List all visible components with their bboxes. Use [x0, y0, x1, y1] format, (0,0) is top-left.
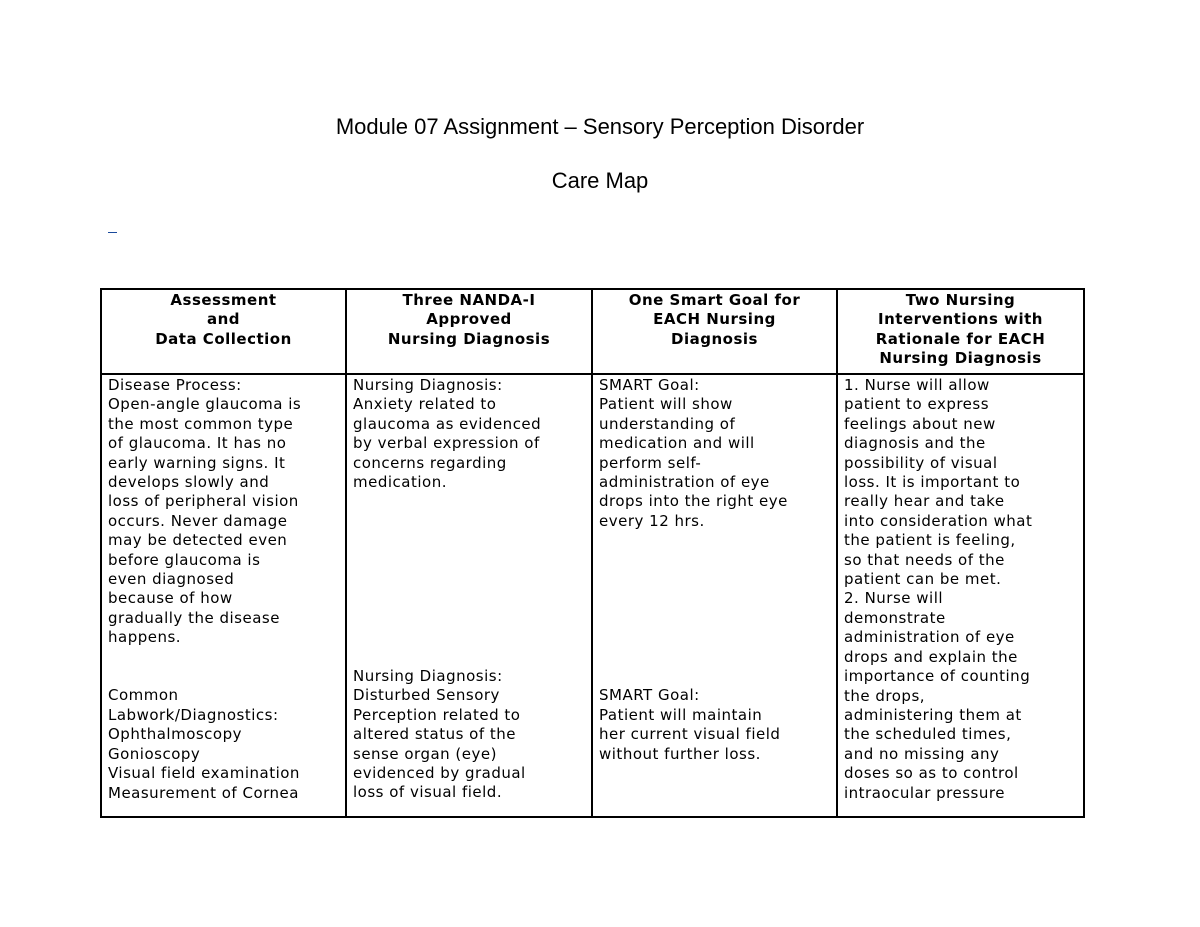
header-line: Three NANDA-I	[402, 291, 536, 309]
first-diagnosis-block	[353, 376, 585, 492]
line-gap	[108, 648, 339, 667]
text-line: understanding of	[599, 414, 736, 433]
text-line: and no missing any	[844, 744, 1000, 763]
text-line: Disease Process:	[108, 376, 242, 394]
line-gap	[599, 609, 830, 628]
text-line: the scheduled times,	[844, 725, 1012, 744]
text-line: sense organ (eye)	[353, 744, 497, 763]
text-line: Measurement of Cornea	[108, 783, 299, 802]
line-gap	[353, 531, 585, 550]
line-gap	[353, 609, 585, 628]
text-line: because of how	[108, 589, 233, 608]
text-line: her current visual field	[599, 725, 781, 744]
line-gap	[353, 589, 585, 608]
text-line: feelings about new	[844, 414, 996, 433]
text-line: loss of peripheral vision	[108, 492, 299, 511]
second-diagnosis-block	[353, 667, 585, 803]
interventions-block	[844, 376, 1077, 803]
text-line: demonstrate	[844, 608, 946, 627]
assessment-cell	[101, 374, 346, 817]
text-line: Disturbed Sensory	[353, 686, 500, 705]
text-line: Patient will maintain	[599, 705, 763, 724]
text-line: 1. Nurse will allow	[844, 376, 990, 394]
text-line: Nursing Diagnosis:	[353, 666, 503, 685]
header-line: Rationale for EACH	[875, 329, 1046, 348]
header-diagnosis	[346, 289, 592, 374]
text-line: happens.	[108, 628, 182, 647]
text-line: gradually the disease	[108, 608, 280, 627]
line-gap	[353, 570, 585, 589]
header-line: Data Collection	[155, 329, 292, 348]
line-gap	[353, 492, 585, 511]
text-line: Perception related to	[353, 705, 521, 724]
text-line: Anxiety related to	[353, 395, 497, 414]
text-line: without further loss.	[599, 744, 761, 763]
text-line: evidenced by gradual	[353, 763, 526, 782]
cursor-mark	[108, 222, 117, 233]
line-gap	[599, 648, 830, 667]
disease-process-block	[108, 376, 339, 648]
line-gap	[599, 589, 830, 608]
text-line: patient can be met.	[844, 570, 1002, 589]
header-interventions	[837, 289, 1084, 374]
first-goal-block	[599, 376, 830, 531]
text-line: perform self-	[599, 453, 702, 472]
text-line: occurs. Never damage	[108, 511, 288, 530]
text-line: Patient will show	[599, 395, 733, 414]
text-line: drops and explain the	[844, 647, 1018, 666]
text-line: every 12 hrs.	[599, 511, 705, 530]
text-line: really hear and take	[844, 492, 1005, 511]
text-line: administration of eye	[599, 473, 770, 492]
header-line: One Smart Goal for	[628, 291, 801, 309]
line-gap	[108, 667, 339, 686]
text-line: SMART Goal:	[599, 686, 700, 705]
line-gap	[599, 570, 830, 589]
text-line: of glaucoma. It has no	[108, 434, 287, 453]
header-row	[101, 289, 1084, 374]
text-line: loss of visual field.	[353, 783, 503, 802]
diagnosis-cell	[346, 374, 592, 817]
text-line: medication and will	[599, 434, 755, 453]
text-line: the drops,	[844, 686, 926, 705]
text-line: SMART Goal:	[599, 376, 700, 394]
header-line: Assessment	[170, 291, 277, 309]
labwork-block	[108, 686, 339, 802]
text-line: into consideration what	[844, 511, 1033, 530]
text-line: the patient is feeling,	[844, 531, 1016, 550]
interventions-cell	[837, 374, 1084, 817]
text-line: importance of counting	[844, 667, 1031, 686]
text-line: Nursing Diagnosis:	[353, 376, 503, 394]
text-line: drops into the right eye	[599, 492, 788, 511]
text-line: administration of eye	[844, 628, 1015, 647]
text-line: possibility of visual	[844, 453, 998, 472]
text-line: diagnosis and the	[844, 434, 986, 453]
header-line: Nursing Diagnosis	[879, 349, 1042, 368]
line-gap	[599, 531, 830, 550]
text-line: the most common type	[108, 414, 294, 433]
second-goal-block	[599, 686, 830, 764]
text-line: Common	[108, 686, 179, 705]
text-line: loss. It is important to	[844, 473, 1021, 492]
line-gap	[599, 551, 830, 570]
text-line: early warning signs. It	[108, 453, 286, 472]
header-line: and	[206, 310, 241, 329]
header-assessment	[101, 289, 346, 374]
line-gap	[599, 628, 830, 647]
header-line: Interventions with	[878, 310, 1043, 329]
header-line: Nursing Diagnosis	[387, 329, 551, 348]
smart-goal-cell	[592, 374, 837, 817]
text-line: Gonioscopy	[108, 744, 201, 763]
text-line: even diagnosed	[108, 570, 235, 589]
text-line: develops slowly and	[108, 473, 270, 492]
text-line: doses so as to control	[844, 764, 1019, 783]
document-subtitle: Care Map	[551, 168, 649, 193]
line-gap	[353, 512, 585, 531]
line-gap	[353, 551, 585, 570]
document-title: Module 07 Assignment – Sensory Perception Disorder	[335, 114, 865, 139]
header-line: Approved	[426, 310, 512, 329]
line-gap	[353, 648, 585, 667]
text-line: glaucoma as evidenced	[353, 414, 542, 433]
header-line: EACH Nursing	[653, 310, 776, 329]
text-line: altered status of the	[353, 725, 517, 744]
text-line: before glaucoma is	[108, 550, 261, 569]
care-map-table	[100, 288, 1085, 818]
header-line: Two Nursing	[905, 291, 1016, 309]
header-line: Diagnosis	[671, 329, 758, 348]
text-line: so that needs of the	[844, 550, 1005, 569]
text-line: may be detected even	[108, 531, 288, 550]
text-line: 2. Nurse will	[844, 589, 944, 608]
text-line: Labwork/Diagnostics:	[108, 705, 279, 724]
text-line: administering them at	[844, 705, 1022, 724]
text-line: by verbal expression of	[353, 434, 540, 453]
header-smart-goal	[592, 289, 837, 374]
text-line: medication.	[353, 473, 447, 492]
content-row	[101, 374, 1084, 817]
text-line: Visual field examination	[108, 764, 300, 783]
line-gap	[599, 667, 830, 686]
text-line: intraocular pressure	[844, 783, 1005, 802]
text-line: patient to express	[844, 395, 990, 414]
text-line: concerns regarding	[353, 453, 507, 472]
line-gap	[353, 628, 585, 647]
text-line: Ophthalmoscopy	[108, 725, 243, 744]
text-line: Open-angle glaucoma is	[108, 395, 302, 414]
